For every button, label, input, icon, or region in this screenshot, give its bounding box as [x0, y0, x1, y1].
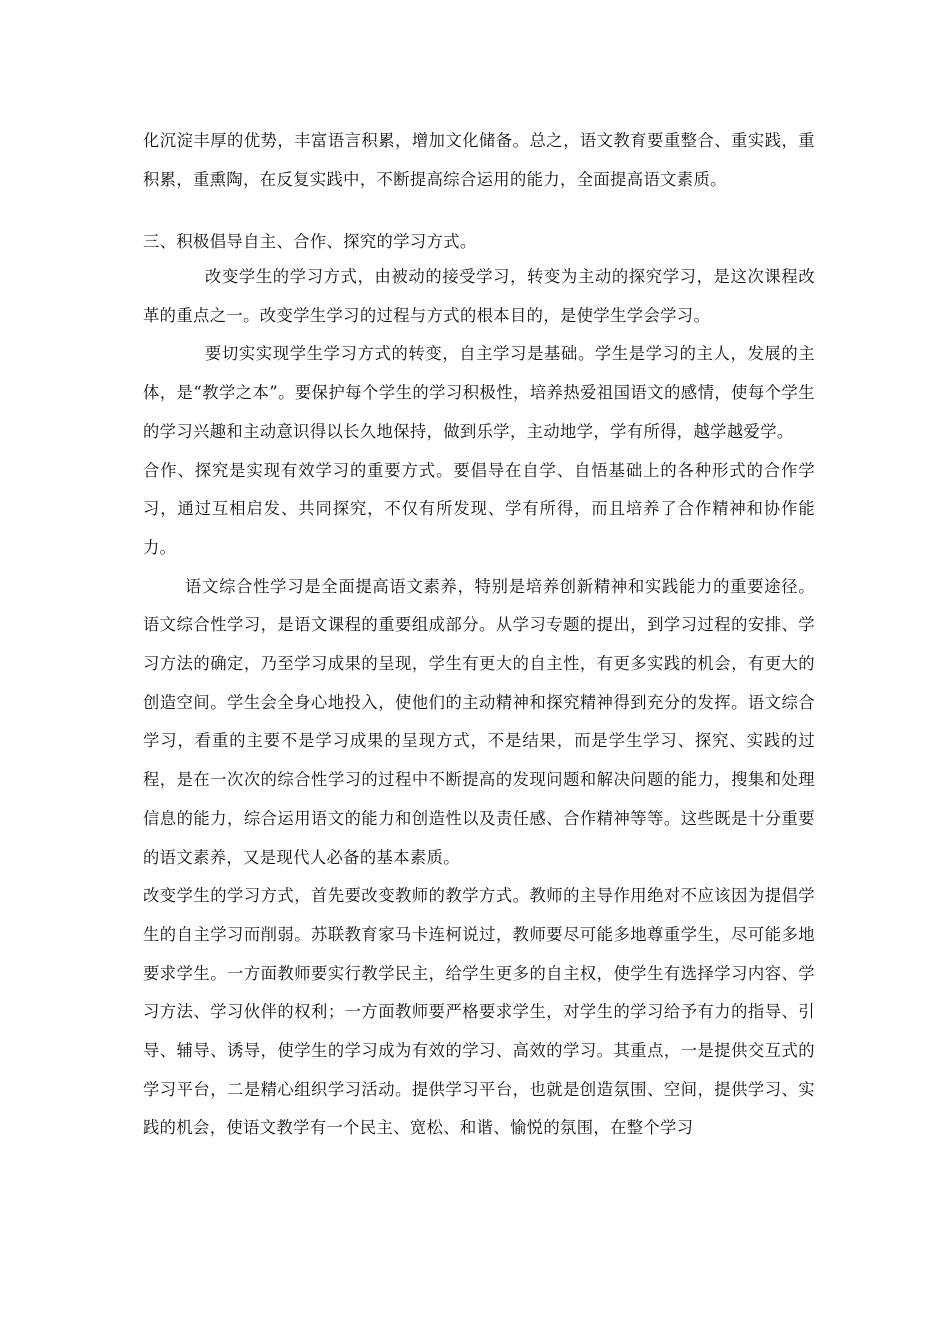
paragraph: 改变学生的学习方式，由被动的接受学习，转变为主动的探究学习，是这次课程改革的重点之一。改变学生学习的过程与方式的根本目的，是使学生学会学习。	[143, 267, 815, 325]
body-paragraphs	[143, 258, 815, 1148]
paragraph: 改变学生的学习方式，首先要改变教师的教学方式。教师的主导作用绝对不应该因为提倡学生的自主学习而削弱。苏联教育家马卡连柯说过，教师要尽可能多地尊重学生，尽可能多地要求学生。一方面教师要实行教学民主，给学生更多的自主权，使学生有选择学习内容、学习方法、学习伙伴的权利；一方面教师要严格要求学生，对学生的学习给予有力的指导、引导、辅导、诱导，使学生的学习成为有效的学习、高效的学习。其重点，一是提供交互式的学习平台，二是精心组织学习活动。提供学习平台，也就是创造氛围、空间，提供学习、实践的机会，使语文教学有一个民主、宽松、和谐、愉悦的氛围，在整个学习	[143, 886, 815, 1138]
paragraph: 化沉淀丰厚的优势，丰富语言积累，增加文化储备。总之，语文教育要重整合、重实践，重积累，重熏陶，在反复实践中，不断提高综合运用的能力，全面提高语文素质。	[143, 131, 815, 189]
paragraph: 合作、探究是实现有效学习的重要方式。要倡导在自学、自悟基础上的各种形式的合作学习，通过互相启发、共同探究，不仅有所发现、学有所得，而且培养了合作精神和协作能力。	[143, 460, 815, 557]
section-heading: 三、积极倡导自主、合作、探究的学习方式。	[143, 232, 477, 251]
paragraph: 要切实实现学生学习方式的转变，自主学习是基础。学生是学习的主人，发展的主体，是“教学之本”。要保护每个学生的学习积极性，培养热爱祖国语文的感情，使每个学生的学习兴趣和主动意识得以长久地保持，做到乐学，主动地学，学有所得，越学越爱学。	[143, 344, 815, 441]
paragraph: 语文综合性学习是全面提高语文素养，特别是培养创新精神和实践能力的重要途径。语文综合性学习，是语文课程的重要组成部分。从学习专题的提出，到学习过程的安排、学习方法的确定，乃至学习成果的呈现，学生有更大的自主性，有更多实践的机会，有更大的创造空间。学生会全身心地投入，使他们的主动精神和探究精神得到充分的发挥。语文综合学习，看重的主要不是学习成果的呈现方式，不是结果，而是学生学习、探究、实践的过程，是在一次次的综合性学习的过程中不断提高的发现问题和解决问题的能力，搜集和处理信息的能力，综合运用语文的能力和创造性以及责任感、合作精神等等。这些既是十分重要的语文素养，又是现代人必备的基本素质。	[143, 576, 815, 867]
section-heading-block	[143, 223, 815, 262]
paragraph-continuation	[143, 122, 815, 199]
